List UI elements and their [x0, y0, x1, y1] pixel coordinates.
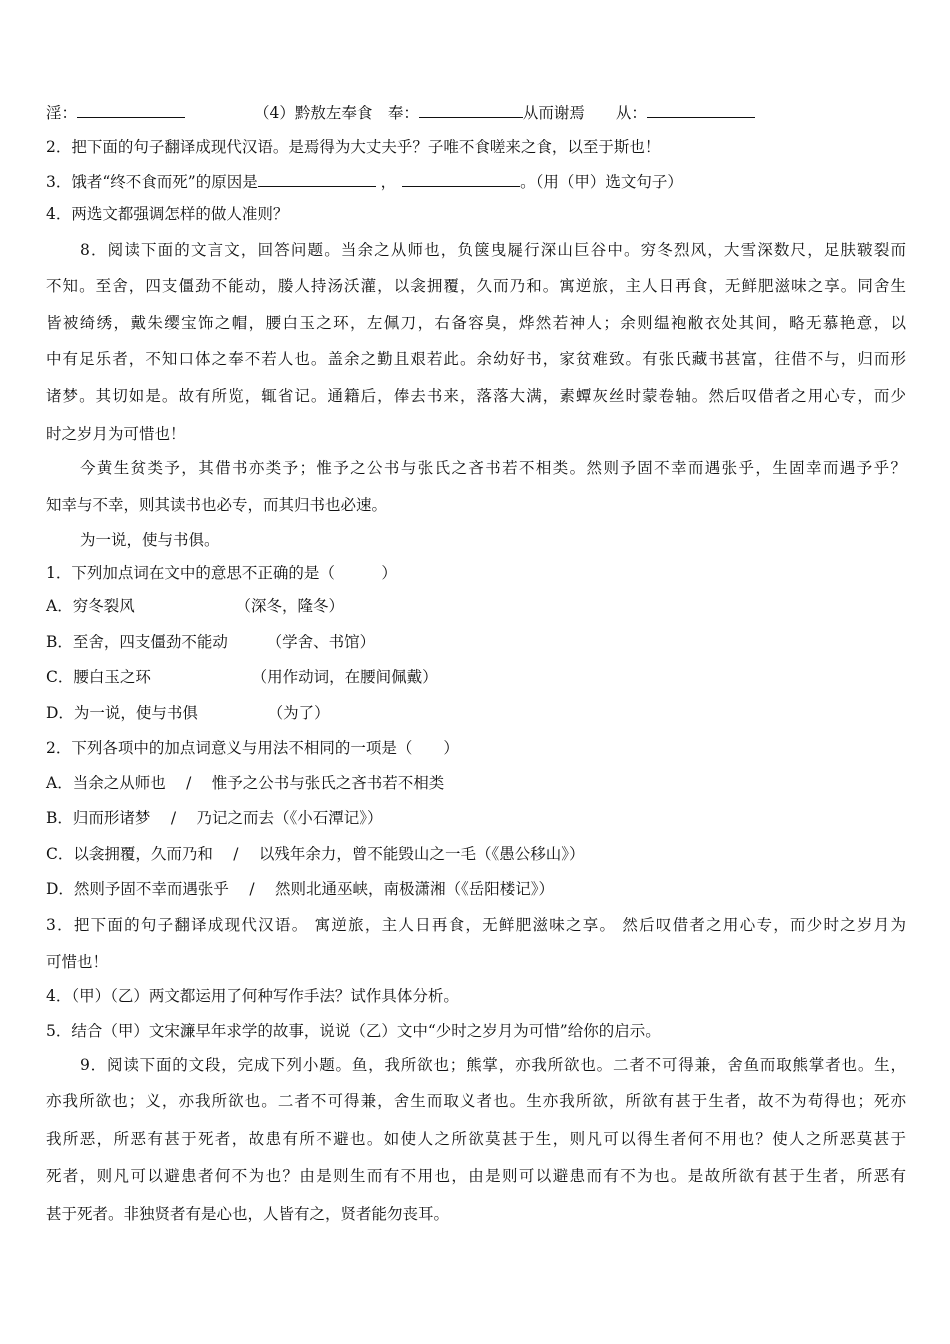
q8-option-b[interactable]: B．至舍，四支僵劲不能动 （学舍、书馆） [46, 633, 376, 651]
q7-question-3 [46, 170, 906, 192]
q8-passage-line: 知幸与不幸，则其读书也必专，而其归书也必速。 [46, 496, 388, 514]
answer-blank[interactable] [419, 101, 523, 118]
q3-comma: ， [380, 173, 397, 191]
q8-option-a[interactable]: A．当余之从师也 / 惟予之公书与张氏之吝书若不相类 [46, 774, 445, 792]
q8-question-3: 3．把下面的句子翻译成现代汉语。 寓逆旅，主人日再食，无鲜肥滋味之享。 然后叹借者之用心专，而少时之岁月为 [46, 916, 906, 934]
q3-text: 3．饿者“终不食而死”的原因是 [46, 173, 258, 191]
q8-passage-line: 中有足乐者，不知口体之奉不若人也。盖余之勤且艰若此。余幼好书，家贫难致。有张氏藏书甚富，往借不与，归而形 [46, 350, 906, 368]
answer-blank[interactable] [647, 101, 755, 118]
answer-blank[interactable] [77, 101, 185, 118]
q8-option-d[interactable]: D．为一说，使与书俱 （为了） [46, 704, 330, 722]
q9-passage-line: 甚于死者。非独贤者有是心也，人皆有之，贤者能勿丧耳。 [46, 1205, 450, 1223]
q8-passage-line: 皆被绮绣，戴朱缨宝饰之帽，腰白玉之环，左佩刀，右备容臭，烨然若神人；余则缊袍敝衣处其间，略无慕艳意，以 [46, 314, 906, 332]
q7-question-4: 4．两选文都强调怎样的做人准则？ [46, 205, 289, 223]
q8-question-1: 1．下列加点词在文中的意思不正确的是（ ） [46, 564, 397, 582]
q3-note: 。（用（甲）选文句子） [520, 173, 683, 191]
label-cong: 从而谢焉 从： [522, 104, 647, 122]
q9-passage-line: 死者，则凡可以避患者何不为也？由是则生而有不用也，由是则可以避患而有不为也。是故所欲有甚于生者，所恶有 [46, 1167, 906, 1185]
q8-passage-line: 诸梦。其切如是。故有所览，辄省记。通籍后，俸去书来，落落大满，素蟫灰丝时蒙卷轴。然后叹借者之用心专，而少 [46, 387, 906, 405]
q8-passage-line: 今黄生贫类予，其借书亦类予；惟予之公书与张氏之吝书若不相类。然则予固不幸而遇张乎，生固幸而遇予乎？ [80, 459, 906, 477]
q8-option-b[interactable]: B．归而形诸梦 / 乃记之而去（《小石潭记》） [46, 809, 383, 827]
q7-question-2: 2．把下面的句子翻译成现代汉语。是焉得为大丈夫乎？子唯不食嗟来之食，以至于斯也！ [46, 138, 661, 156]
q8-passage-line: 时之岁月为可惜也！ [46, 425, 186, 443]
q8-passage-line: 8．阅读下面的文言文，回答问题。当余之从师也，负箧曳屣行深山巨谷中。穷冬烈风，大雪深数尺，足肤皲裂而 [80, 241, 906, 259]
q8-passage-line: 不知。至舍，四支僵劲不能动，媵人持汤沃灌，以衾拥覆，久而乃和。寓逆旅，主人日再食，无鲜肥滋味之享。同舍生 [46, 277, 906, 295]
q8-option-c[interactable]: C．以衾拥覆，久而乃和 / 以残年余力，曾不能毁山之一毛（《愚公移山》） [46, 845, 585, 863]
label-feng: （4）黔敖左奉食 奉： [253, 104, 419, 122]
q8-question-5: 5．结合（甲）文宋濂早年求学的故事，说说（乙）文中“少时之岁月为可惜”给你的启示。 [46, 1022, 661, 1040]
q7-fill-line [46, 101, 906, 123]
answer-blank[interactable] [258, 170, 376, 187]
q8-question-3-cont: 可惜也！ [46, 953, 109, 971]
q9-passage-line: 9．阅读下面的文段，完成下列小题。鱼，我所欲也；熊掌，亦我所欲也。二者不可得兼，舍鱼而取熊掌者也。生， [80, 1056, 906, 1074]
q8-passage-line: 为一说，使与书俱。 [80, 531, 220, 549]
answer-blank[interactable] [402, 170, 520, 187]
q8-option-d[interactable]: D．然则予固不幸而遇张乎 / 然则北通巫峡，南极潇湘（《岳阳楼记》） [46, 880, 555, 898]
q9-passage-line: 亦我所欲也；义，亦我所欲也。二者不可得兼，舍生而取义者也。生亦我所欲，所欲有甚于生者，故不为苟得也；死亦 [46, 1092, 906, 1110]
q9-passage-line: 我所恶，所恶有甚于死者，故患有所不避也。如使人之所欲莫甚于生，则凡可以得生者何不用也？使人之所恶莫甚于 [46, 1130, 906, 1148]
q8-question-4: 4．（甲）（乙）两文都运用了何种写作手法？试作具体分析。 [46, 987, 459, 1005]
q8-question-2: 2．下列各项中的加点词意义与用法不相同的一项是（ ） [46, 739, 459, 757]
label-yin: 淫： [46, 104, 78, 122]
q8-option-a[interactable]: A．穷冬裂风 （深冬，隆冬） [46, 597, 344, 615]
q8-option-c[interactable]: C．腰白玉之环 （用作动词，在腰间佩戴） [46, 668, 438, 686]
